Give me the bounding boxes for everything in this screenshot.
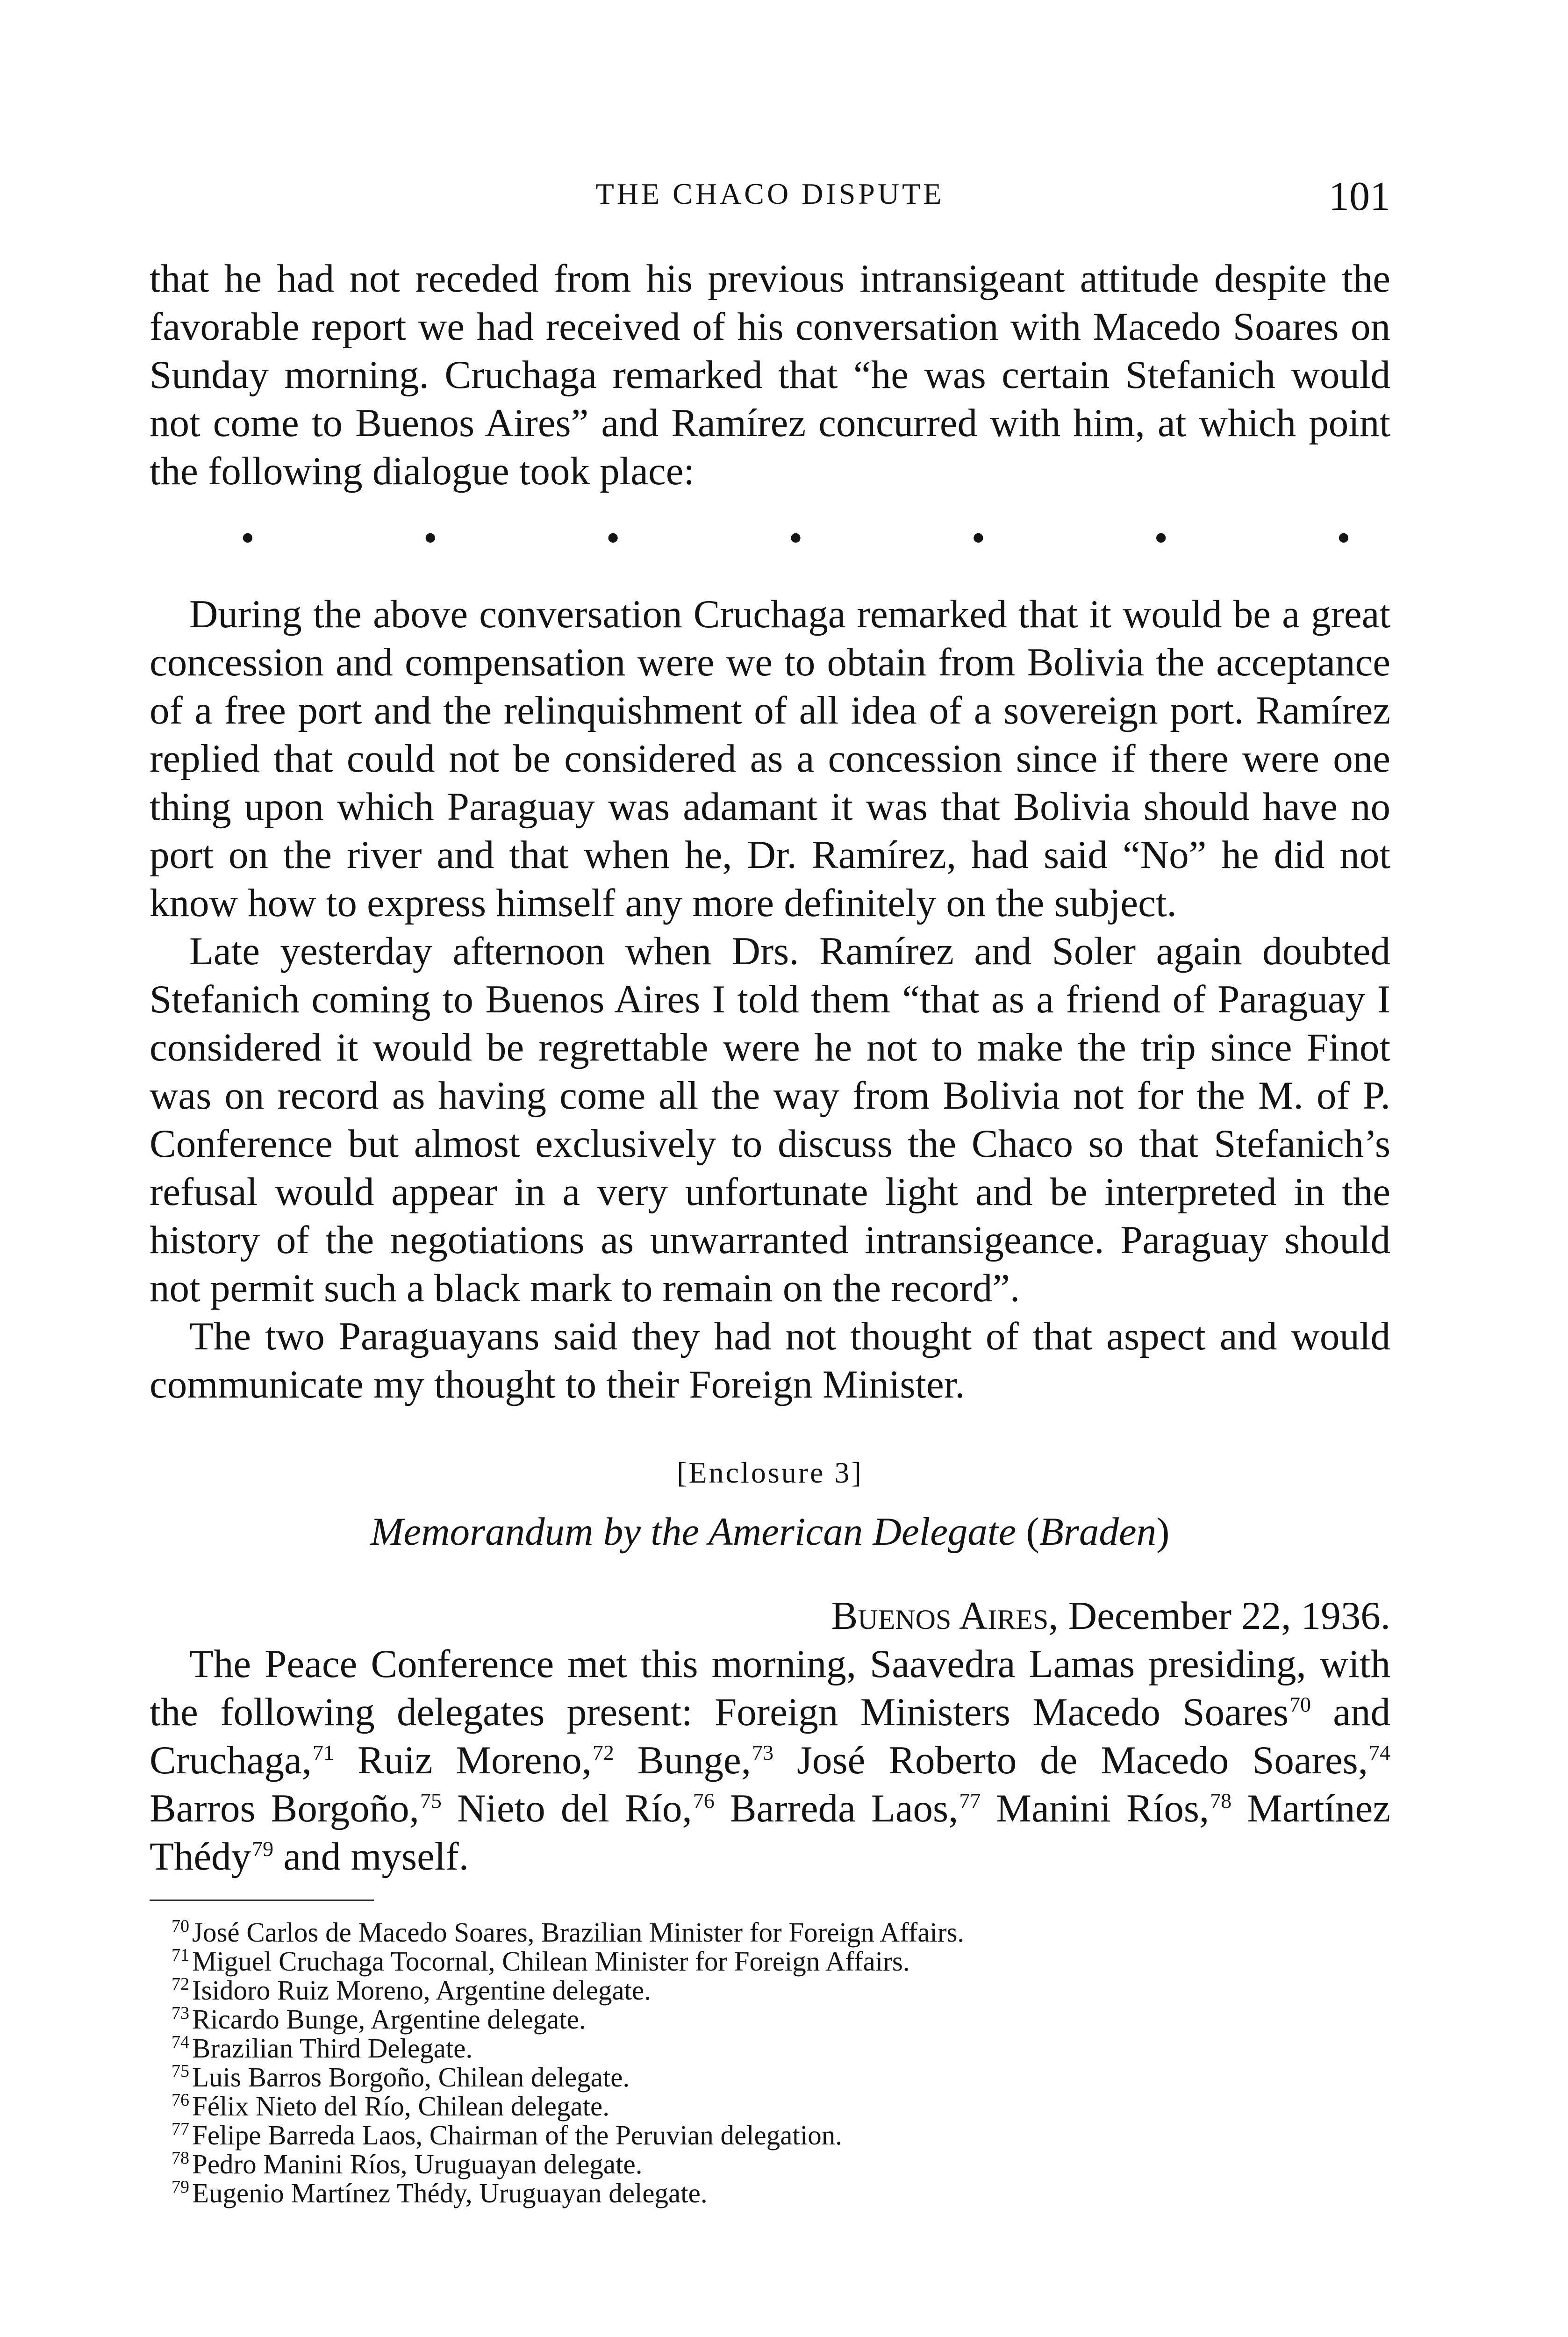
footnote-ref: 79 (252, 1836, 274, 1861)
ellipsis-dot: • (788, 516, 803, 560)
delegate-name: Ruiz Moreno, (334, 1738, 592, 1782)
paragraph: During the above conversation Cruchaga remarked that it would be a great concession and compensation were we to obtain from Bolivia the acceptance of a free port and the relinquishment of all idea of a sovereign port. Ramírez replied that could not be considered as a concession since if there were one thing upon which Paraguay was adamant it was that Bolivia should have no port on the river and that when he, Dr. Ramírez, had said “No” he did not know how to express himself any more definitely on the subject. (150, 592, 1390, 925)
paragraph: The two Paraguayans said they had not thought of that aspect and would communicate my thought to their Foreign Minister. (150, 1314, 1390, 1406)
paragraph-delegates (150, 1640, 1390, 1881)
footnotes (150, 1918, 1390, 2208)
footnote-text: Pedro Manini Ríos, Uruguayan delegate. (192, 2149, 643, 2179)
page-header (150, 173, 1390, 220)
ellipsis-dot: • (1337, 516, 1351, 560)
memo-title-name: Braden (1039, 1510, 1157, 1554)
footnote (150, 1918, 1390, 1947)
footnote-ref: 73 (752, 1740, 773, 1764)
footnote-number: 75 (172, 2061, 189, 2081)
ellipsis-dot: • (971, 516, 986, 560)
footnote (150, 2150, 1390, 2179)
footnote-ref: 74 (1369, 1740, 1391, 1764)
footnote-number: 76 (172, 2090, 189, 2110)
footnote-ref: 71 (312, 1740, 334, 1764)
dateline-place: Buenos Aires (831, 1594, 1049, 1638)
running-title: THE CHACO DISPUTE (595, 177, 945, 210)
footnote (150, 2063, 1390, 2092)
footnote-number: 79 (172, 2177, 189, 2197)
footnote-text: Ricardo Bunge, Argentine delegate. (192, 2004, 586, 2035)
dateline (150, 1592, 1390, 1640)
footnote-divider (150, 1900, 374, 1901)
footnote-number: 73 (172, 2003, 189, 2023)
ellipsis-dot: • (241, 516, 255, 560)
delegate-name: Bunge, (614, 1738, 751, 1782)
footnote (150, 2005, 1390, 2034)
footnote (150, 1947, 1390, 1976)
footnote-text: Félix Nieto del Río, Chilean delegate. (192, 2091, 609, 2122)
dateline-date: , December 22, 1936. (1048, 1594, 1390, 1638)
footnote-number: 74 (172, 2032, 189, 2052)
footnote (150, 2034, 1390, 2063)
memo-title-text: Memorandum by the American Delegate (370, 1510, 1026, 1554)
ellipsis-row (150, 514, 1390, 562)
footnote (150, 1976, 1390, 2005)
ellipsis-dot: • (1154, 516, 1168, 560)
footnote-number: 72 (172, 1974, 189, 1994)
footnote (150, 2092, 1390, 2121)
ellipsis-dot: • (606, 516, 620, 560)
footnote-text: Miguel Cruchaga Tocornal, Chilean Minister for Foreign Affairs. (192, 1946, 910, 1977)
delegate-name: Manini Ríos, (981, 1786, 1210, 1830)
footnote-number: 77 (172, 2119, 189, 2139)
footnote-ref: 72 (592, 1740, 614, 1764)
ellipsis-dot: • (423, 516, 437, 560)
footnote (150, 2179, 1390, 2208)
memo-title-paren-open: ( (1026, 1510, 1039, 1554)
footnote-number: 70 (172, 1916, 189, 1936)
delegate-name: and Cruchaga, (150, 1690, 1391, 1782)
delegate-name: Barros Borgoño, (150, 1786, 419, 1830)
paragraph-continuation: that he had not receded from his previous intransigeant attitude despite the favorable report we had received of his conversation with Macedo Soares on Sunday morning. Cruchaga remarked that “he was certain Stefanich would not come to Buenos Aires” and Ramírez concurred with him, at which point the following dialogue took place: (150, 257, 1390, 493)
footnote-text: Felipe Barreda Laos, Chairman of the Peruvian delegation. (192, 2120, 842, 2151)
footnote (150, 2121, 1390, 2150)
delegate-name: Barreda Laos, (714, 1786, 959, 1830)
footnote-text: Brazilian Third Delegate. (192, 2033, 473, 2064)
delegate-name: Nieto del Río, (441, 1786, 692, 1830)
delegate-name: and myself. (273, 1835, 469, 1878)
footnote-ref: 75 (420, 1788, 442, 1813)
page-body (150, 255, 1390, 2208)
footnote-ref: 77 (959, 1788, 981, 1813)
footnote-number: 78 (172, 2148, 189, 2168)
memo-title-paren-close: ) (1156, 1510, 1170, 1554)
delegates-intro: The Peace Conference met this morning, Saavedra Lamas presiding, with the following delegates present: Foreign Ministers Macedo Soares (150, 1642, 1390, 1734)
footnote-ref: 76 (693, 1788, 715, 1813)
footnote-ref: 78 (1210, 1788, 1232, 1813)
footnote-text: José Carlos de Macedo Soares, Brazilian Minister for Foreign Affairs. (192, 1917, 965, 1948)
footnote-text: Isidoro Ruiz Moreno, Argentine delegate. (192, 1975, 651, 2006)
page-number: 101 (1329, 174, 1390, 219)
memorandum-title (150, 1509, 1390, 1555)
footnote-ref: 70 (1289, 1692, 1311, 1716)
footnote-number: 71 (172, 1945, 189, 1965)
delegate-name: Martínez Thédy (150, 1786, 1391, 1878)
footnote-text: Luis Barros Borgoño, Chilean delegate. (192, 2062, 630, 2093)
enclosure-label: [Enclosure 3] (677, 1456, 863, 1489)
footnote-text: Eugenio Martínez Thédy, Uruguayan delegate. (192, 2178, 708, 2208)
paragraph: Late yesterday afternoon when Drs. Ramírez and Soler again doubted Stefanich coming to Buenos Aires I told them “that as a friend of Paraguay I considered it would be regrettable were he not to make the trip since Finot was on record as having come all the way from Bolivia not for the M. of P. Conference but almost exclusively to discuss the Chaco so that Stefanich’s refusal would appear in a very unfortunate light and be interpreted in the history of the negotiations as unwarranted intransigeance. Paraguay should not permit such a black mark to remain on the record”. (150, 929, 1390, 1310)
delegate-name: José Roberto de Macedo Soares, (773, 1738, 1368, 1782)
